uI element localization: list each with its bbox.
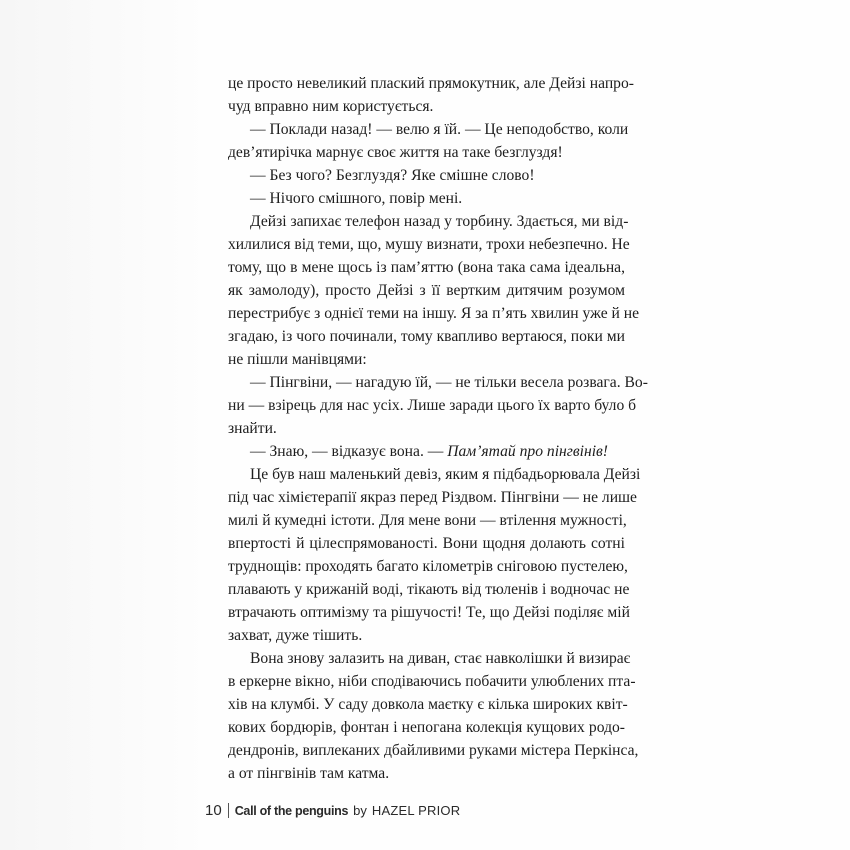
text-line: — Поклади назад! — велю я їй. — Це неподобство, коли bbox=[250, 121, 629, 138]
text-line: не пішли манівцями: bbox=[228, 351, 367, 368]
by-label: by bbox=[353, 803, 367, 818]
text-line: захват, дуже тішить. bbox=[228, 627, 363, 644]
text-line: кових бордюрів, фонтан і непогана колекція кущових родо- bbox=[228, 719, 625, 736]
page-footer bbox=[205, 802, 460, 819]
italic-motto: Пам’ятай про пінгвінів! bbox=[447, 443, 608, 460]
text-line: дев’ятирічка марнує своє життя на таке безглуздя! bbox=[228, 144, 563, 161]
page-number: 10 bbox=[205, 802, 222, 819]
text-line: плавають у крижаній воді, тікають від тюленів і водночас не bbox=[228, 581, 630, 598]
text-line: милі й кумедні істоти. Для мене вони — втілення мужності, bbox=[228, 512, 627, 529]
text-line: ни — взірець для нас усіх. Лише заради цього їх варто було б bbox=[228, 397, 637, 414]
text-line: хилилися від теми, що, мушу визнати, трохи небезпечно. Не bbox=[228, 236, 630, 253]
text-line: згадаю, із чого починали, тому квапливо вертаюся, поки ми bbox=[228, 328, 625, 345]
text-line: — Пінгвіни, — нагадую їй, — не тільки весела розвага. Во- bbox=[250, 374, 648, 391]
dialogue-text: — Знаю, — відказує вона. — bbox=[250, 443, 448, 460]
text-line bbox=[228, 440, 625, 463]
text-line: а от пінгвінів там катма. bbox=[228, 765, 390, 782]
text-line: в еркерне вікно, ніби сподіваючись побачити улюблених пта- bbox=[228, 673, 636, 690]
text-line: це просто невеликий плаский прямокутник, але Дейзі напро- bbox=[228, 75, 634, 92]
author-name: HAZEL PRIOR bbox=[371, 803, 461, 818]
text-line: знайти. bbox=[228, 420, 277, 437]
text-line: впертості й цілеспрямованості. Вони щодня долають сотні bbox=[228, 535, 625, 552]
text-line: тому, що в мене щось із пам’яттю (вона така сама ідеальна, bbox=[228, 259, 625, 276]
text-line: як замолоду), просто Дейзі з її вертким дитячим розумом bbox=[228, 282, 625, 299]
text-line: чуд вправно ним користується. bbox=[228, 98, 434, 115]
text-line: Вона знову залазить на диван, стає навколішки й визирає bbox=[250, 650, 631, 667]
text-line: труднощів: проходять багато кілометрів сніговою пустелею, bbox=[228, 558, 628, 575]
text-line: втрачають оптимізму та рішучості! Те, що Дейзі поділяє мій bbox=[228, 604, 630, 621]
text-line: Дейзі запихає телефон назад у торбину. Здається, ми від- bbox=[250, 213, 629, 230]
book-title: Call of the penguins bbox=[234, 804, 349, 818]
text-line: — Нічого смішного, повір мені. bbox=[250, 190, 463, 207]
footer-divider bbox=[228, 803, 229, 818]
text-line: під час хімієтерапії якраз перед Різдвом. Пінгвіни — не лише bbox=[228, 489, 637, 506]
text-line: хів на клумбі. У саду довкола маєтку є кілька широких квіт- bbox=[228, 696, 628, 713]
text-line: перестрибує з однієї теми на іншу. Я за п’ять хвилин уже й не bbox=[228, 305, 640, 322]
text-line: Це був наш маленький девіз, яким я підбадьорювала Дейзі bbox=[250, 466, 641, 483]
text-line: дендронів, виплеканих дбайливими руками містера Перкінса, bbox=[228, 742, 639, 759]
page-body-text bbox=[228, 72, 648, 785]
text-line: — Без чого? Безглуздя? Яке смішне слово! bbox=[250, 167, 535, 184]
